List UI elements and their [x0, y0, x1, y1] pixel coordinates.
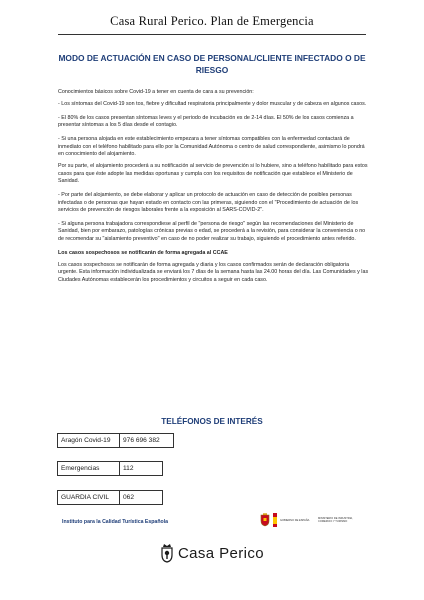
- symptoms-paragraph: - Los síntomas del Covid-19 son tos, fiebre y dificultad respiratoria principalmente y dolor muscular y de cabeza en algunos casos.: [58, 101, 367, 108]
- ministry-label: MINISTERIO DE INDUSTRIA, COMERCIO Y TURISMO: [318, 517, 353, 523]
- phone-label: Aragón Covid-19: [58, 434, 120, 447]
- phone-number: 976 696 382: [123, 437, 160, 444]
- government-logo: [260, 510, 370, 530]
- page-header: Casa Rural Perico. Plan de Emergencia: [110, 14, 314, 28]
- intro-paragraph: Conocimientos básicos sobre Covid-19 a tener en cuenta de cara a su prevención:: [58, 89, 254, 95]
- institute-name: Instituto para la Calidad Turística Española: [62, 519, 168, 525]
- notice-heading: Los casos sospechosos se notificarán de forma agregada al CCAE: [58, 249, 228, 256]
- phone-number: 062: [123, 494, 135, 501]
- phone-number: 112: [123, 465, 134, 472]
- phone-row-emergencias: [57, 461, 163, 476]
- incubation-paragraph: - El 80% de los casos presentan síntomas leves y el periodo de incubación es de 2-14 días. El 50% de los casos comienza a presentar síntomas a los 5 días desde el contagio.: [58, 114, 354, 129]
- government-label: GOBIERNO DE ESPAÑA: [280, 518, 310, 522]
- brand-name: Casa Perico: [177, 544, 265, 562]
- header-rule: [58, 34, 366, 35]
- risk-worker-paragraph: - Si alguna persona trabajadora correspondiese al perfil de "persona de riesgo" según las recomendaciones del Ministerio de Sanidad, bien por embarazo, patologías crónicas previas o edad, se procederá a la revisión, para considerar la conveniencia o no de recomendar su "aislamiento preventivo" en caso de no poder realizar su trabajo, siguiendo el procedimiento antes referido.: [58, 220, 366, 242]
- coat-of-arms-icon: [260, 513, 270, 527]
- notice-paragraph: Los casos sospechosos se notificarán de forma agregada y diaria y los casos confirmados serán de declaración obligatoria urgente. Esta información individualizada se enviará los 7 días de la semana hasta las 24.00 horas del día. Las Comunidades y las Ciudades Autónomas establecerán los procedimientos y circuitos a seguir en cada caso.: [58, 261, 369, 283]
- crest-icon: [160, 543, 174, 563]
- notification-paragraph: Por su parte, el alojamiento procederá a su notificación al servicio de prevención si lo hubiere, sino a teléfono habilitado para estos casos para que éste adopte las medidas oportunas y cumpla con los requisitos de notificación que establece el Ministerio de Sanidad.: [58, 163, 368, 185]
- phone-label: Emergencias: [58, 462, 120, 475]
- phone-row-guardia-civil: [57, 490, 163, 505]
- guest-symptoms-paragraph: - Si una persona alojada en este establecimiento empezara a tener síntomas compatibles con la enfermedad contactará de inmediato con el teléfono habilitado para ello por la Comunidad Autónoma o centro de salud correspondiente, asimismo lo pondrá en conocimiento del alojamiento.: [58, 136, 365, 158]
- protocol-paragraph: - Por parte del alojamiento, se debe elaborar y aplicar un protocolo de actuación en caso de detección de posibles personas infectadas o de personas que hayan estado en contacto con las primeras, siguiendo con el "Procedimiento de actuación de los servicios de prevención de riesgos laborales frente a la exposición al SARS-COVID-2".: [58, 192, 359, 214]
- phones-title: TELÉFONOS DE INTERÉS: [161, 417, 263, 426]
- document-title: MODO DE ACTUACIÓN EN CASO DE PERSONAL/CLIENTE INFECTADO O DE RIESGO: [58, 53, 366, 75]
- phone-row-aragon: [57, 433, 174, 448]
- brand-logo: [0, 543, 424, 563]
- spain-flag-icon: [273, 513, 277, 527]
- phone-label: GUARDIA CIVIL: [58, 491, 120, 504]
- document-body: [58, 89, 370, 291]
